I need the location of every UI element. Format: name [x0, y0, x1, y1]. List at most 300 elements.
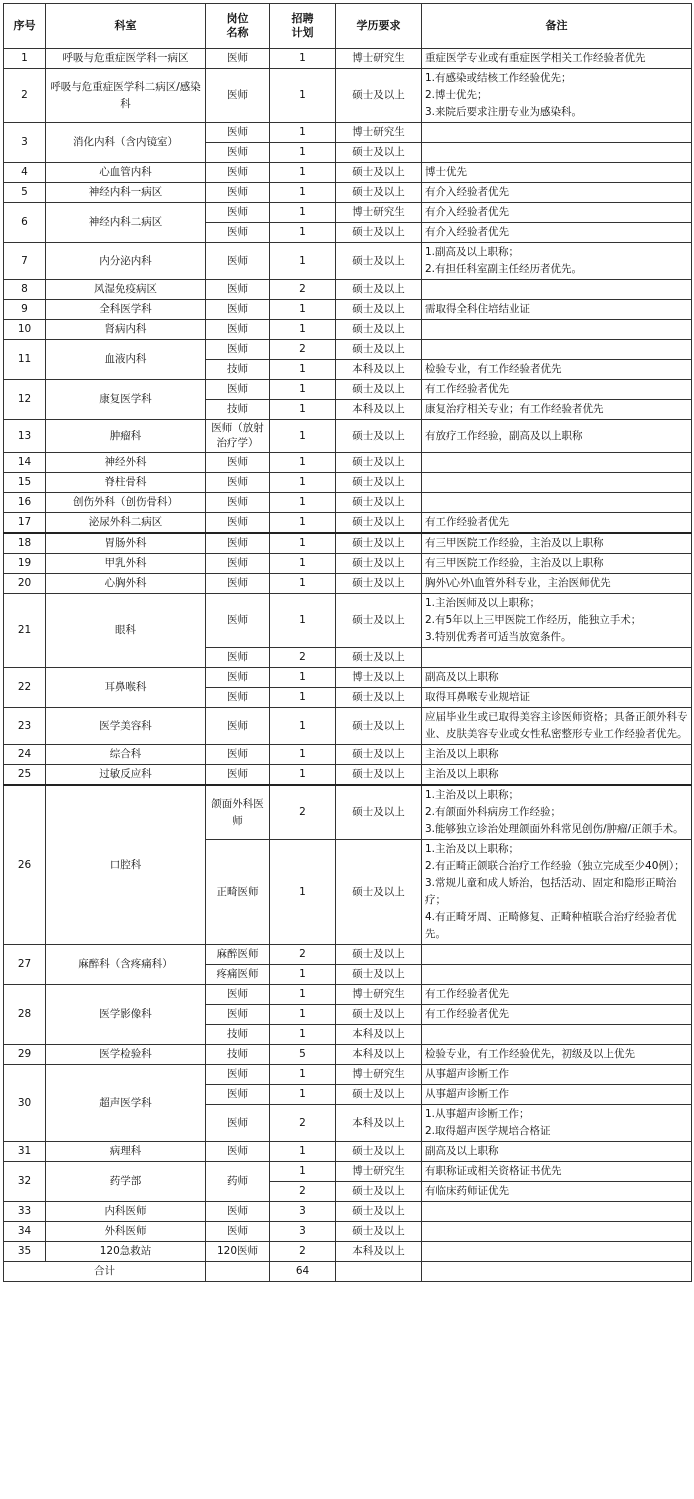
cell-edu: 硕士及以上 — [336, 745, 422, 765]
table-row — [4, 380, 692, 400]
cell-post: 医师 — [206, 688, 270, 708]
cell-post: 医师 — [206, 765, 270, 786]
text-line: 胸外\心外\血管外科专业，主治医师优先 — [425, 577, 611, 589]
text-line: 有三甲医院工作经验，主治及以上职称 — [425, 537, 604, 549]
cell-post: 医师 — [206, 1065, 270, 1085]
text-line: 有工作经验者优先 — [425, 1008, 509, 1020]
cell-notes — [422, 320, 692, 340]
cell-count: 1 — [270, 420, 336, 453]
cell-post: 麻醉医师 — [206, 945, 270, 965]
cell-post: 医师 — [206, 1085, 270, 1105]
text-line: 有临床药师证优先 — [425, 1185, 509, 1197]
text-line: 有职称证或相关资格证书优先 — [425, 1165, 562, 1177]
cell-no: 4 — [4, 163, 46, 183]
cell-edu: 本科及以上 — [336, 1025, 422, 1045]
cell-edu: 硕士及以上 — [336, 223, 422, 243]
cell-post: 医师 — [206, 574, 270, 594]
text-line: 3.特别优秀者可适当放宽条件。 — [425, 631, 572, 643]
cell-edu: 硕士及以上 — [336, 1142, 422, 1162]
table-row — [4, 745, 692, 765]
cell-count: 2 — [270, 280, 336, 300]
cell-dept: 血液内科 — [46, 340, 206, 380]
text-line: 应届毕业生或已取得美容主诊医师资格；具备正颌外科专业、皮肤美容专业或女性私密整形专业工作经验者优先。 — [425, 711, 688, 740]
cell-notes — [422, 1105, 692, 1142]
recruitment-table-wrapper — [3, 3, 691, 1282]
cell-count: 1 — [270, 1005, 336, 1025]
cell-notes — [422, 985, 692, 1005]
cell-no: 22 — [4, 668, 46, 708]
text-line: 2.博士优先； — [425, 89, 488, 101]
cell-edu: 硕士及以上 — [336, 420, 422, 453]
cell-count: 2 — [270, 1105, 336, 1142]
cell-count: 1 — [270, 69, 336, 123]
cell-edu: 硕士及以上 — [336, 648, 422, 668]
cell-notes — [422, 143, 692, 163]
cell-count: 1 — [270, 513, 336, 534]
cell-notes — [422, 493, 692, 513]
cell-notes — [422, 1222, 692, 1242]
cell-edu: 硕士及以上 — [336, 765, 422, 786]
cell-count: 1 — [270, 745, 336, 765]
table-row — [4, 708, 692, 745]
cell-edu: 本科及以上 — [336, 1105, 422, 1142]
table-body — [4, 49, 692, 1282]
text-line: 1.主治医师及以上职称； — [425, 597, 541, 609]
table-row — [4, 183, 692, 203]
table-row — [4, 300, 692, 320]
cell-no: 23 — [4, 708, 46, 745]
cell-dept: 药学部 — [46, 1162, 206, 1202]
text-line: 有工作经验者优先 — [425, 988, 509, 1000]
cell-no: 34 — [4, 1222, 46, 1242]
cell-edu: 博士及以上 — [336, 668, 422, 688]
cell-count: 1 — [270, 243, 336, 280]
cell-count: 1 — [270, 1142, 336, 1162]
cell-notes — [422, 473, 692, 493]
cell-no: 9 — [4, 300, 46, 320]
cell-notes — [422, 554, 692, 574]
cell-no: 32 — [4, 1162, 46, 1202]
cell-dept: 综合科 — [46, 745, 206, 765]
text-line: 重症医学专业或有重症医学相关工作经验者优先 — [425, 52, 646, 64]
cell-count: 1 — [270, 574, 336, 594]
cell-no: 35 — [4, 1242, 46, 1262]
cell-edu: 硕士及以上 — [336, 945, 422, 965]
cell-count: 3 — [270, 1222, 336, 1242]
table-row — [4, 163, 692, 183]
cell-post: 药师 — [206, 1162, 270, 1202]
cell-dept: 耳鼻喉科 — [46, 668, 206, 708]
cell-edu: 硕士及以上 — [336, 574, 422, 594]
cell-dept: 医学影像科 — [46, 985, 206, 1045]
cell-dept: 消化内科（含内镜室） — [46, 123, 206, 163]
cell-post: 医师 — [206, 223, 270, 243]
cell-edu: 硕士及以上 — [336, 840, 422, 945]
cell-edu: 硕士及以上 — [336, 1222, 422, 1242]
cell-notes — [422, 69, 692, 123]
table-row — [4, 533, 692, 554]
table-row — [4, 123, 692, 143]
text-line: 有介入经验者优先 — [425, 186, 509, 198]
cell-post: 医师 — [206, 594, 270, 648]
cell-count: 1 — [270, 668, 336, 688]
cell-dept: 内分泌内科 — [46, 243, 206, 280]
cell-count: 1 — [270, 688, 336, 708]
cell-notes — [422, 594, 692, 648]
cell-edu: 硕士及以上 — [336, 340, 422, 360]
cell-dept: 风湿免疫病区 — [46, 280, 206, 300]
cell-no: 16 — [4, 493, 46, 513]
cell-dept: 神经外科 — [46, 453, 206, 473]
cell-notes — [422, 945, 692, 965]
table-row — [4, 945, 692, 965]
cell-post: 医师 — [206, 163, 270, 183]
cell-dept: 创伤外科（创伤骨科） — [46, 493, 206, 513]
cell-notes — [422, 300, 692, 320]
cell-count: 1 — [270, 1065, 336, 1085]
cell-edu: 硕士及以上 — [336, 965, 422, 985]
cell-dept: 呼吸与危重症医学科二病区/感染科 — [46, 69, 206, 123]
text-line: 1.从事超声诊断工作； — [425, 1108, 530, 1120]
cell-no: 14 — [4, 453, 46, 473]
cell-count: 1 — [270, 320, 336, 340]
text-line: 名称 — [226, 26, 249, 39]
text-line: 有工作经验者优先 — [425, 383, 509, 395]
cell-dept: 超声医学科 — [46, 1065, 206, 1142]
cell-count: 1 — [270, 223, 336, 243]
cell-post: 疼痛医师 — [206, 965, 270, 985]
cell-dept: 外科医师 — [46, 1222, 206, 1242]
cell-post: 医师 — [206, 1105, 270, 1142]
cell-notes — [422, 183, 692, 203]
cell-edu: 本科及以上 — [336, 1045, 422, 1065]
cell-dept: 甲乳外科 — [46, 554, 206, 574]
cell-no: 30 — [4, 1065, 46, 1142]
table-row — [4, 513, 692, 534]
cell-edu: 硕士及以上 — [336, 688, 422, 708]
cell-edu: 硕士及以上 — [336, 1005, 422, 1025]
cell-count: 2 — [270, 1182, 336, 1202]
cell-count: 2 — [270, 340, 336, 360]
cell-dept: 内科医师 — [46, 1202, 206, 1222]
cell-edu: 硕士及以上 — [336, 453, 422, 473]
text-line: 1.主治及以上职称； — [425, 789, 520, 801]
cell-count: 1 — [270, 400, 336, 420]
table-row — [4, 453, 692, 473]
table-row — [4, 985, 692, 1005]
cell-edu: 硕士及以上 — [336, 183, 422, 203]
cell-count: 1 — [270, 143, 336, 163]
header-count — [270, 4, 336, 49]
cell-count: 1 — [270, 300, 336, 320]
cell-dept: 肾病内科 — [46, 320, 206, 340]
cell-dept: 肿瘤科 — [46, 420, 206, 453]
cell-post: 医师 — [206, 143, 270, 163]
cell-count: 1 — [270, 453, 336, 473]
header-edu: 学历要求 — [336, 4, 422, 49]
cell-count: 1 — [270, 123, 336, 143]
cell-notes — [422, 400, 692, 420]
table-row — [4, 1162, 692, 1182]
cell-post: 技师 — [206, 360, 270, 380]
cell-no: 10 — [4, 320, 46, 340]
cell-count: 1 — [270, 554, 336, 574]
cell-count: 1 — [270, 840, 336, 945]
cell-notes — [422, 840, 692, 945]
cell-no: 1 — [4, 49, 46, 69]
cell-no: 5 — [4, 183, 46, 203]
table-row — [4, 765, 692, 786]
cell-post: 技师 — [206, 1025, 270, 1045]
cell-no: 15 — [4, 473, 46, 493]
cell-edu: 硕士及以上 — [336, 533, 422, 554]
cell-notes — [422, 745, 692, 765]
text-line: 副高及以上职称 — [425, 671, 499, 683]
cell-edu: 博士研究生 — [336, 203, 422, 223]
total-notes-empty — [422, 1262, 692, 1282]
cell-no: 21 — [4, 594, 46, 668]
recruitment-table — [3, 3, 692, 1282]
cell-no: 24 — [4, 745, 46, 765]
cell-notes — [422, 1242, 692, 1262]
cell-edu: 硕士及以上 — [336, 280, 422, 300]
cell-notes — [422, 1202, 692, 1222]
cell-dept: 病理科 — [46, 1142, 206, 1162]
text-line: 有介入经验者优先 — [425, 206, 509, 218]
cell-post: 医师 — [206, 280, 270, 300]
cell-notes — [422, 360, 692, 380]
cell-no: 25 — [4, 765, 46, 786]
table-row — [4, 49, 692, 69]
table-row — [4, 1065, 692, 1085]
total-post-empty — [206, 1262, 270, 1282]
text-line: 2.有担任科室副主任经历者优先。 — [425, 263, 583, 275]
cell-notes — [422, 574, 692, 594]
cell-count: 2 — [270, 1242, 336, 1262]
cell-dept: 泌尿外科二病区 — [46, 513, 206, 534]
text-line: 1.有感染或结核工作经验优先； — [425, 72, 572, 84]
cell-edu: 本科及以上 — [336, 360, 422, 380]
cell-count: 2 — [270, 648, 336, 668]
cell-count: 5 — [270, 1045, 336, 1065]
cell-notes — [422, 533, 692, 554]
cell-notes — [422, 785, 692, 840]
cell-no: 8 — [4, 280, 46, 300]
table-row — [4, 320, 692, 340]
cell-count: 1 — [270, 380, 336, 400]
cell-edu: 硕士及以上 — [336, 594, 422, 648]
cell-notes — [422, 123, 692, 143]
text-line: 计划 — [291, 26, 314, 39]
cell-edu: 硕士及以上 — [336, 554, 422, 574]
header-notes: 备注 — [422, 4, 692, 49]
text-line: 主治及以上职称 — [425, 768, 499, 780]
table-row — [4, 1242, 692, 1262]
cell-edu: 硕士及以上 — [336, 708, 422, 745]
cell-edu: 博士研究生 — [336, 1162, 422, 1182]
cell-count: 1 — [270, 360, 336, 380]
cell-edu: 本科及以上 — [336, 1242, 422, 1262]
cell-dept: 眼科 — [46, 594, 206, 668]
total-row — [4, 1262, 692, 1282]
cell-post: 医师 — [206, 708, 270, 745]
cell-dept: 口腔科 — [46, 785, 206, 945]
header-row — [4, 4, 692, 49]
cell-post: 医师 — [206, 183, 270, 203]
text-line: 2.有正畸正颌联合治疗工作经验（独立完成至少40例）； — [425, 860, 685, 872]
cell-notes — [422, 280, 692, 300]
header-no: 序号 — [4, 4, 46, 49]
table-row — [4, 203, 692, 223]
cell-notes — [422, 243, 692, 280]
cell-notes — [422, 765, 692, 786]
total-count: 64 — [270, 1262, 336, 1282]
text-line: 4.有正畸牙周、正畸修复、正畸种植联合治疗经验者优先。 — [425, 911, 677, 940]
cell-dept: 过敏反应科 — [46, 765, 206, 786]
cell-post: 医师 — [206, 473, 270, 493]
cell-edu: 硕士及以上 — [336, 163, 422, 183]
cell-dept: 康复医学科 — [46, 380, 206, 420]
cell-post: 医师 — [206, 49, 270, 69]
cell-notes — [422, 1085, 692, 1105]
header-post — [206, 4, 270, 49]
cell-no: 19 — [4, 554, 46, 574]
cell-edu: 博士研究生 — [336, 123, 422, 143]
cell-dept: 医学美容科 — [46, 708, 206, 745]
cell-count: 1 — [270, 183, 336, 203]
table-header — [4, 4, 692, 49]
cell-count: 1 — [270, 1162, 336, 1182]
text-line: 从事超声诊断工作 — [425, 1088, 509, 1100]
table-row — [4, 420, 692, 453]
cell-no: 33 — [4, 1202, 46, 1222]
cell-edu: 硕士及以上 — [336, 513, 422, 534]
text-line: 从事超声诊断工作 — [425, 1068, 509, 1080]
cell-edu: 本科及以上 — [336, 400, 422, 420]
cell-count: 1 — [270, 1025, 336, 1045]
cell-notes — [422, 420, 692, 453]
cell-post: 正畸医师 — [206, 840, 270, 945]
table-row — [4, 785, 692, 840]
table-row — [4, 69, 692, 123]
cell-edu: 硕士及以上 — [336, 473, 422, 493]
cell-post: 医师（放射治疗学） — [206, 420, 270, 453]
cell-no: 26 — [4, 785, 46, 945]
cell-edu: 硕士及以上 — [336, 1085, 422, 1105]
cell-post: 医师 — [206, 648, 270, 668]
cell-notes — [422, 1025, 692, 1045]
text-line: 3.来院后要求注册专业为感染科。 — [425, 106, 583, 118]
cell-no: 2 — [4, 69, 46, 123]
cell-notes — [422, 513, 692, 534]
cell-no: 12 — [4, 380, 46, 420]
cell-notes — [422, 668, 692, 688]
cell-count: 1 — [270, 493, 336, 513]
cell-edu: 硕士及以上 — [336, 1182, 422, 1202]
cell-edu: 硕士及以上 — [336, 785, 422, 840]
cell-no: 20 — [4, 574, 46, 594]
cell-notes — [422, 965, 692, 985]
text-line: 有介入经验者优先 — [425, 226, 509, 238]
table-row — [4, 1045, 692, 1065]
cell-post: 医师 — [206, 1222, 270, 1242]
cell-post: 医师 — [206, 380, 270, 400]
total-edu-empty — [336, 1262, 422, 1282]
cell-notes — [422, 1142, 692, 1162]
cell-edu: 硕士及以上 — [336, 1202, 422, 1222]
cell-dept: 脊柱骨科 — [46, 473, 206, 493]
cell-edu: 博士研究生 — [336, 1065, 422, 1085]
cell-count: 1 — [270, 49, 336, 69]
cell-count: 1 — [270, 765, 336, 786]
cell-dept: 120急救站 — [46, 1242, 206, 1262]
cell-edu: 硕士及以上 — [336, 143, 422, 163]
cell-count: 3 — [270, 1202, 336, 1222]
cell-count: 1 — [270, 1085, 336, 1105]
cell-post: 医师 — [206, 300, 270, 320]
text-line: 3.能够独立诊治处理颌面外科常见创伤/肿瘤/正颌手术。 — [425, 823, 684, 835]
text-line: 副高及以上职称 — [425, 1145, 499, 1157]
text-line: 岗位 — [226, 12, 249, 25]
cell-count: 1 — [270, 594, 336, 648]
table-row — [4, 668, 692, 688]
cell-notes — [422, 340, 692, 360]
cell-post: 医师 — [206, 533, 270, 554]
cell-dept: 呼吸与危重症医学科一病区 — [46, 49, 206, 69]
cell-count: 1 — [270, 163, 336, 183]
cell-post: 技师 — [206, 400, 270, 420]
cell-post: 医师 — [206, 493, 270, 513]
text-line: 有三甲医院工作经验，主治及以上职称 — [425, 557, 604, 569]
cell-notes — [422, 203, 692, 223]
cell-dept: 麻醉科（含疼痛科） — [46, 945, 206, 985]
text-line: 取得耳鼻喉专业规培证 — [425, 691, 530, 703]
cell-no: 29 — [4, 1045, 46, 1065]
cell-no: 31 — [4, 1142, 46, 1162]
cell-post: 120医师 — [206, 1242, 270, 1262]
cell-notes — [422, 1182, 692, 1202]
cell-dept: 神经内科一病区 — [46, 183, 206, 203]
cell-count: 1 — [270, 708, 336, 745]
cell-edu: 硕士及以上 — [336, 69, 422, 123]
cell-post: 医师 — [206, 203, 270, 223]
cell-notes — [422, 453, 692, 473]
cell-count: 1 — [270, 965, 336, 985]
text-line: 1.副高及以上职称； — [425, 246, 520, 258]
cell-dept: 心血管内科 — [46, 163, 206, 183]
cell-notes — [422, 1045, 692, 1065]
cell-post: 医师 — [206, 69, 270, 123]
cell-no: 13 — [4, 420, 46, 453]
text-line: 招聘 — [291, 12, 314, 25]
cell-notes — [422, 708, 692, 745]
cell-post: 医师 — [206, 745, 270, 765]
text-line: 有放疗工作经验，副高及以上职称 — [425, 429, 583, 442]
text-line: 2.有5年以上三甲医院工作经历，能独立手术； — [425, 614, 642, 626]
cell-count: 2 — [270, 945, 336, 965]
cell-count: 1 — [270, 473, 336, 493]
text-line: 3.常规儿童和成人矫治，包括活动、固定和隐形正畸治疗； — [425, 877, 677, 906]
cell-edu: 硕士及以上 — [336, 243, 422, 280]
total-label: 合计 — [4, 1262, 206, 1282]
cell-post: 医师 — [206, 320, 270, 340]
text-line: 有工作经验者优先 — [425, 516, 509, 528]
table-row — [4, 554, 692, 574]
cell-post: 技师 — [206, 1045, 270, 1065]
cell-edu: 硕士及以上 — [336, 300, 422, 320]
cell-post: 医师 — [206, 554, 270, 574]
text-line: 检验专业，有工作经验优先，初级及以上优先 — [425, 1048, 635, 1060]
